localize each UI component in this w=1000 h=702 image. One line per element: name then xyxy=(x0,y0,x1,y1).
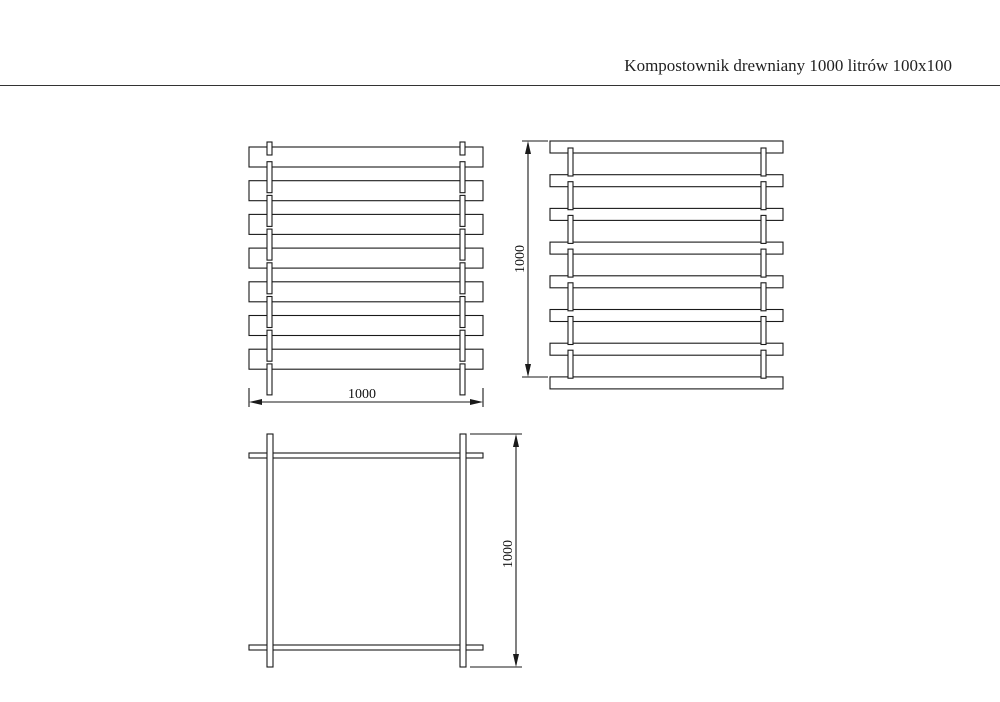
side-board xyxy=(550,310,783,322)
side-board xyxy=(550,208,783,220)
front-post xyxy=(460,297,465,328)
front-post xyxy=(267,229,272,260)
side-view xyxy=(550,141,783,389)
side-post xyxy=(568,182,573,210)
top-board xyxy=(249,645,483,650)
front-board xyxy=(249,349,483,369)
side-post xyxy=(761,249,766,277)
front-view xyxy=(249,142,483,395)
side-board xyxy=(550,175,783,187)
front-board xyxy=(249,316,483,336)
arrow-left-icon xyxy=(249,399,262,405)
top-view xyxy=(249,434,483,667)
front-post xyxy=(267,195,272,226)
top-depth-dimension xyxy=(470,434,522,667)
side-post xyxy=(568,215,573,243)
front-width-dimension xyxy=(249,387,483,407)
side-post xyxy=(761,283,766,311)
front-board xyxy=(249,248,483,268)
front-board xyxy=(249,181,483,201)
front-post xyxy=(267,162,272,193)
front-width-label: 1000 xyxy=(348,387,376,402)
top-board xyxy=(249,453,483,458)
front-post xyxy=(460,142,465,155)
front-post xyxy=(267,330,272,361)
side-post xyxy=(761,148,766,176)
front-post xyxy=(267,364,272,395)
front-post xyxy=(267,142,272,155)
top-post xyxy=(460,434,466,667)
side-board xyxy=(550,276,783,288)
top-depth-label: 1000 xyxy=(501,540,516,568)
arrow-up-icon xyxy=(525,141,531,154)
front-post xyxy=(460,229,465,260)
front-post xyxy=(460,330,465,361)
side-post xyxy=(568,350,573,378)
side-post xyxy=(761,215,766,243)
side-board xyxy=(550,377,783,389)
drawing-title: Kompostownik drewniany 1000 litrów 100x100 xyxy=(624,56,952,75)
arrow-right-icon xyxy=(470,399,483,405)
side-post xyxy=(568,249,573,277)
side-height-dimension xyxy=(513,141,548,377)
side-height-label: 1000 xyxy=(513,245,528,273)
arrow-up-icon xyxy=(513,434,519,447)
side-post xyxy=(568,148,573,176)
front-post xyxy=(460,195,465,226)
front-post xyxy=(460,263,465,294)
side-board xyxy=(550,343,783,355)
side-post xyxy=(568,283,573,311)
side-board xyxy=(550,242,783,254)
side-post xyxy=(761,350,766,378)
arrow-down-icon xyxy=(525,364,531,377)
front-board xyxy=(249,214,483,234)
side-post xyxy=(761,182,766,210)
arrow-down-icon xyxy=(513,654,519,667)
front-board xyxy=(249,147,483,167)
side-post xyxy=(761,317,766,345)
front-post xyxy=(267,263,272,294)
side-post xyxy=(568,317,573,345)
top-post xyxy=(267,434,273,667)
front-board xyxy=(249,282,483,302)
front-post xyxy=(460,162,465,193)
side-board xyxy=(550,141,783,153)
front-post xyxy=(460,364,465,395)
front-post xyxy=(267,297,272,328)
